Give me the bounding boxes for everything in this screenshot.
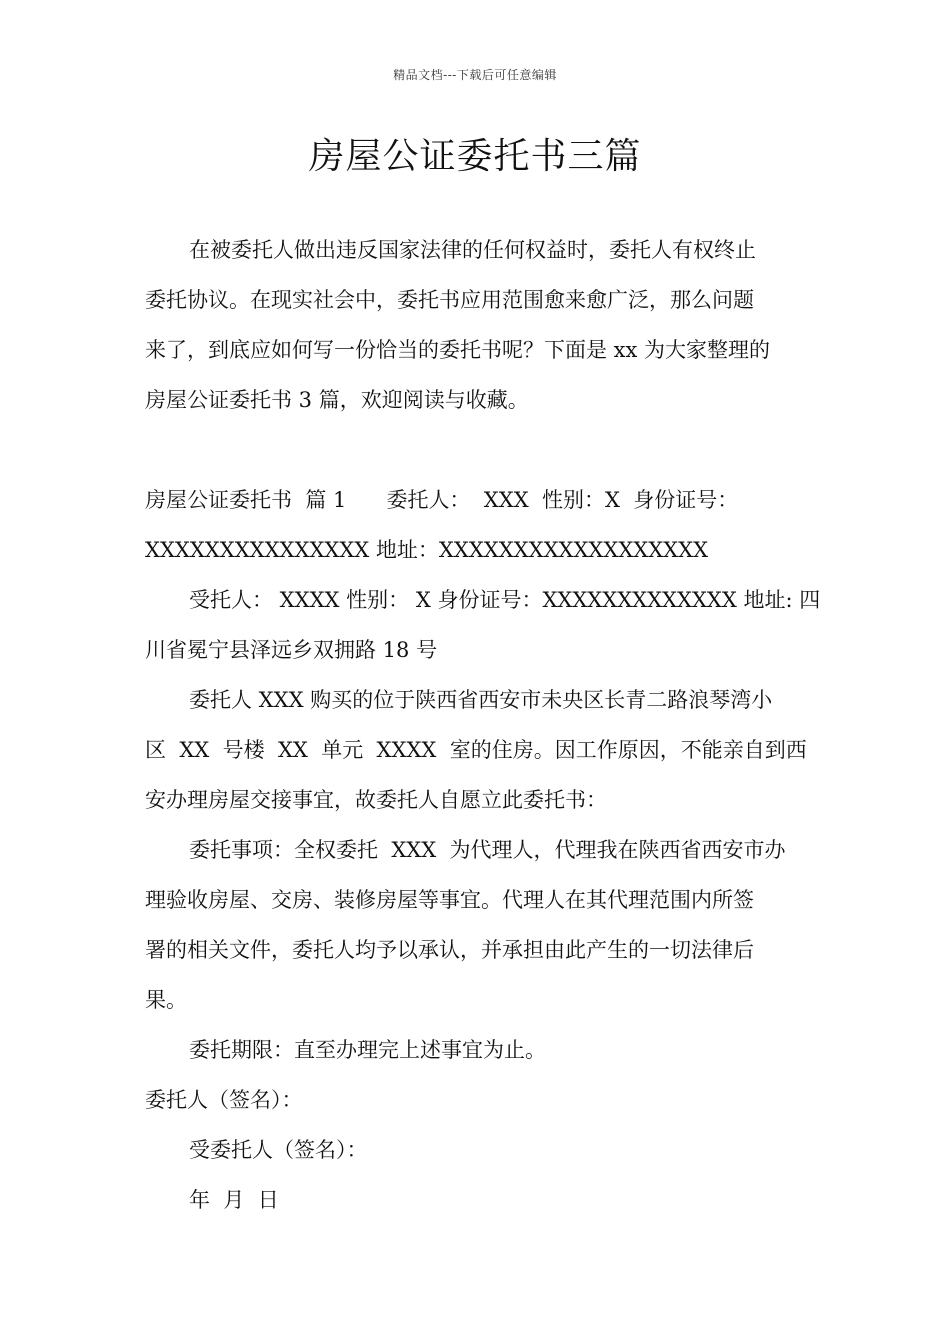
agent-info-line-2: 川省冕宁县泽远乡双拥路 18 号 [145, 638, 438, 662]
intro-line-2: 委托协议。在现实社会中，委托书应用范围愈来愈广泛，那么问题 [145, 288, 754, 312]
paragraph-2-line-2: 理验收房屋、交房、装修房屋等事宜。代理人在其代理范围内所签 [145, 888, 754, 912]
intro-line-1: 在被委托人做出违反国家法律的任何权益时，委托人有权终止 [189, 238, 756, 262]
paragraph-1-line-3: 安办理房屋交接事宜，故委托人自愿立此委托书： [145, 788, 607, 812]
agent-signature-line: 受委托人（签名）： [189, 1138, 368, 1162]
paragraph-2-line-1: 委托事项：全权委托 XXX 为代理人，代理我在陕西省西安市办 [189, 838, 786, 862]
agent-info-line-1: 受托人： XXXX 性别： X 身份证号：XXXXXXXXXXXXX 地址: 四 [189, 588, 821, 612]
document-title: 房屋公证委托书三篇 [308, 136, 642, 177]
paragraph-1-line-1: 委托人 XXX 购买的位于陕西省西安市未央区长青二路浪琴湾小 [189, 688, 773, 712]
intro-line-3: 来了，到底应如何写一份恰当的委托书呢？下面是 xx 为大家整理的 [145, 338, 771, 362]
principal-signature-line: 委托人（签名）： [145, 1088, 303, 1112]
paragraph-1-line-2: 区 XX 号楼 XX 单元 XXXX 室的住房。因工作原因，不能亲自到西 [145, 738, 807, 762]
paragraph-2-line-3: 署的相关文件，委托人均予以承认，并承担由此产生的一切法律后 [145, 938, 754, 962]
section-heading-line: 房屋公证委托书 篇 1 委托人： XXX 性别：X 身份证号： [145, 488, 739, 512]
header-note: 精品文档---下载后可任意编辑 [393, 68, 557, 82]
intro-line-4: 房屋公证委托书 3 篇，欢迎阅读与收藏。 [145, 388, 529, 412]
date-line: 年 月 日 [189, 1188, 279, 1212]
paragraph-2-line-4: 果。 [145, 988, 187, 1012]
principal-address-line: XXXXXXXXXXXXXXX 地址：XXXXXXXXXXXXXXXXXX [145, 538, 709, 562]
term-line: 委托期限：直至办理完上述事宜为止。 [189, 1038, 546, 1062]
